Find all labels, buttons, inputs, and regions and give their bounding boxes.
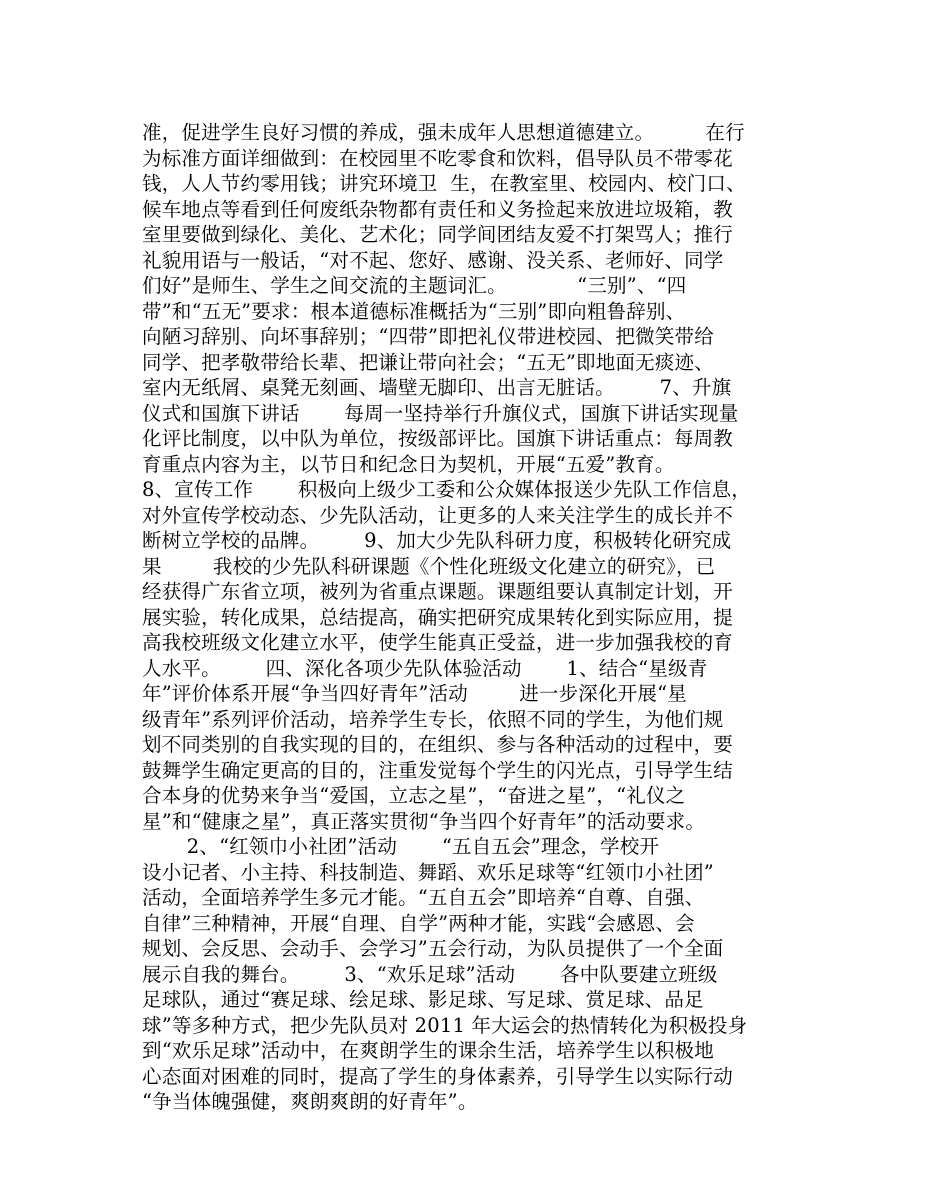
- text-line: 化评比制度，以中队为单位，按级部评比。国旗下讲话重点：每周教: [142, 427, 734, 450]
- text-line: 向陋习辞别、向坏事辞别；“四带”即把礼仪带进校园、把微笑带给: [142, 325, 714, 348]
- text-line: 2、“红领巾小社团”活动 “五自五会”理念，学校开: [142, 835, 660, 858]
- text-line: 礼貌用语与一般话，“对不起、您好、感谢、没关系、老师好、同学: [142, 248, 724, 272]
- text-line: 足球队，通过“赛足球、绘足球、影足球、写足球、赏足球、品足: [142, 988, 704, 1011]
- text-line: 合本身的优势来争当“爱国，立志之星”，“奋进之星”，“礼仪之: [142, 784, 686, 807]
- text-line: 对外宣传学校动态、少先队活动，让更多的人来关注学生的成长并不: [142, 503, 734, 527]
- text-line: 育重点内容为主，以节日和纪念日为契机，开展“五爱”教育。: [142, 452, 675, 476]
- body-text: [142, 120, 822, 1115]
- text-line: 球”等多种方式，把少先队员对 2011 年大运会的热情转化为积极投身: [142, 1013, 748, 1037]
- text-line: 设小记者、小主持、科技制造、舞蹈、欢乐足球等“红领巾小社团”: [142, 860, 714, 884]
- text-line: 候车地点等看到任何废纸杂物都有责任和义务捡起来放进垃圾箱，教: [142, 197, 734, 221]
- text-line: 年”评价体系开展“争当四好青年”活动 进一步深化开展“星: [142, 682, 687, 705]
- text-line: 规划、会反思、会动手、会学习”五会行动，为队员提供了一个全面: [142, 937, 724, 960]
- text-line: 室内无纸屑、桌凳无刻画、墙壁无脚印、出言无脏话。 7、升旗: [142, 376, 732, 399]
- text-line: 带”和“五无”要求：根本道德标准概括为“三别”即向粗鲁辞别、: [142, 299, 686, 323]
- text-line: 8、宣传工作 积极向上级少工委和公众媒体报送少先队工作信息，: [142, 478, 751, 501]
- text-line: 自律”三种精神，开展“自理、自学”两种才能，实践“会感恩、会: [142, 911, 695, 935]
- text-line: 心态面对困难的同时，提高了学生的身体素养，引导学生以实际行动: [142, 1064, 734, 1088]
- text-line: 果 我校的少先队科研课题《个性化班级文化建立的研究》，已: [142, 554, 716, 578]
- text-line: 展示自我的舞台。 3、“欢乐足球”活动 各中队要建立班级: [142, 962, 718, 986]
- text-line: 鼓舞学生确定更高的目的，注重发觉每个学生的闪光点，引导学生结: [142, 758, 734, 782]
- text-line: 星”和“健康之星”，真正落实贯彻“争当四个好青年”的活动要求。: [142, 809, 706, 833]
- text-line: 高我校班级文化建立水平，使学生能真正受益，进一步加强我校的育: [142, 631, 734, 654]
- text-line: 划不同类别的自我实现的目的，在组织、参与各种活动的过程中，要: [142, 733, 734, 756]
- text-line: 断树立学校的品牌。 9、加大少先队科研力度，积极转化研究成: [142, 529, 732, 552]
- text-line: 活动，全面培养学生多元才能。“五自五会”即培养“自尊、自强、: [142, 886, 705, 909]
- text-line: 人水平。 四、深化各项少先队体验活动 1、结合“星级青: [142, 656, 708, 680]
- text-line: 同学、把孝敬带给长辈、把谦让带向社会；“五无”即地面无痰迹、: [142, 350, 714, 374]
- text-line: 仪式和国旗下讲话 每周一坚持举行升旗仪式，国旗下讲话实现量: [142, 401, 739, 425]
- text-line: 展实验，转化成果，总结提高，确实把研究成果转化到实际应用，提: [142, 605, 734, 629]
- text-line: 准，促进学生良好习惯的养成，强未成年人思想道德建立。 在行: [142, 121, 745, 144]
- text-line: 经获得广东省立项，被列为省重点课题。课题组要认真制定计划，开: [142, 580, 734, 603]
- text-line: 钱，人人节约零用钱；讲究环境卫 生，在教室里、校园内、校门口、: [142, 172, 746, 195]
- text-line: 们好”是师生、学生之间交流的主题词汇。 “三别”、“四: [142, 274, 687, 297]
- text-line: 级青年”系列评价活动，培养学生专长，依照不同的学生，为他们规: [142, 707, 724, 731]
- text-line: 到“欢乐足球”活动中，在爽朗学生的课余生活，培养学生以积极地: [142, 1039, 714, 1062]
- text-line: 为标准方面详细做到：在校园里不吃零食和饮料，倡导队员不带零花: [142, 146, 734, 170]
- text-line: 室里要做到绿化、美化、艺术化；同学间团结友爱不打架骂人；推行: [142, 223, 734, 246]
- text-line: “争当体魄强健，爽朗爽朗的好青年”。: [142, 1090, 478, 1113]
